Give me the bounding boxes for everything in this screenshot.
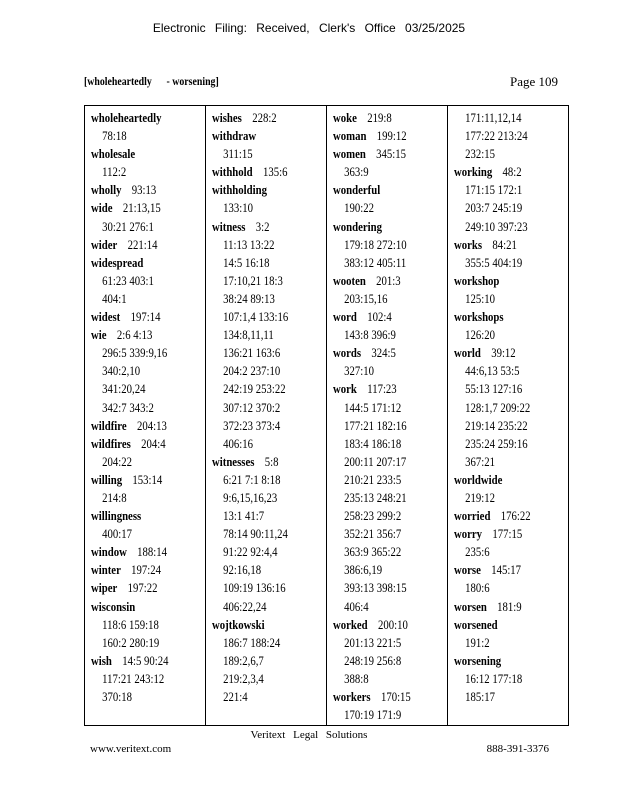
- index-refs: 93:13: [131, 183, 157, 198]
- index-term: worry: [454, 527, 483, 542]
- index-range: [wholeheartedly - worsening]: [84, 74, 219, 88]
- index-term: wie: [91, 328, 107, 343]
- index-entry: [212, 127, 307, 145]
- index-refs-line: 404:1: [102, 291, 127, 306]
- index-refs: 84:21: [492, 237, 517, 252]
- index-term: wildfire: [91, 418, 127, 433]
- index-refs-line: 61:23 403:1: [102, 273, 154, 288]
- index-refs-line: 296:5 339:9,16: [102, 346, 168, 361]
- index-refs-line: 78:14 90:11,24: [223, 527, 288, 542]
- index-term: worsening: [454, 653, 502, 668]
- index-refs-line: 249:10 397:23: [465, 219, 528, 234]
- index-entry: [333, 218, 428, 236]
- index-refs: 135:6: [262, 165, 288, 180]
- index-term: words: [333, 346, 362, 361]
- index-refs-line: 160:2 280:19: [102, 635, 160, 650]
- index-entry: [333, 109, 428, 127]
- index-refs-line: 189:2,6,7: [223, 653, 264, 668]
- index-entry: [454, 525, 549, 543]
- filing-stamp: Electronic Filing: Received, Clerk's Office 03/25/2025: [152, 21, 466, 35]
- index-refs-line: 372:23 373:4: [223, 418, 281, 433]
- index-term: workers: [333, 690, 371, 704]
- footer-website: www.veritext.com: [90, 743, 172, 755]
- index-term: wholeheartedly: [91, 111, 162, 125]
- index-refs-line: 200:11 207:17: [344, 454, 407, 469]
- index-column-3: [327, 106, 448, 725]
- index-term: wondering: [333, 219, 382, 234]
- index-term: worldwide: [454, 472, 503, 487]
- index-refs-line: 370:18: [102, 690, 133, 704]
- index-refs-line: 242:19 253:22: [223, 382, 286, 397]
- index-refs-line: 258:23 299:2: [344, 509, 402, 524]
- index-refs: 197:24: [131, 563, 162, 578]
- index-entry: [454, 308, 549, 326]
- index-refs-line: 92:16,18: [223, 563, 262, 578]
- index-entry: [91, 199, 186, 217]
- index-refs-line: 311:15: [223, 147, 253, 162]
- index-entry: [91, 181, 186, 199]
- index-entry: [454, 236, 549, 254]
- index-refs-line: 44:6,13 53:5: [465, 364, 520, 379]
- index-refs-line: 143:8 396:9: [344, 328, 396, 343]
- index-term: wide: [91, 201, 113, 216]
- index-term: wildfires: [91, 436, 131, 451]
- index-refs-line: 78:18: [102, 129, 127, 144]
- index-refs: 3:2: [255, 219, 270, 234]
- index-refs: 201:3: [376, 273, 401, 288]
- index-term: withdraw: [212, 129, 257, 144]
- index-entry: [91, 145, 186, 163]
- index-refs-line: 342:7 343:2: [102, 400, 154, 415]
- index-entry: [333, 688, 428, 706]
- index-refs-line: 14:5 16:18: [223, 255, 270, 270]
- index-refs-line: 235:24 259:16: [465, 436, 528, 451]
- index-column-4: [448, 106, 568, 725]
- index-refs-line: 388:8: [344, 671, 369, 686]
- index-refs-line: 125:10: [465, 291, 496, 306]
- index-term: witnesses: [212, 454, 255, 469]
- index-refs-line: 186:7 188:24: [223, 635, 281, 650]
- index-term: widespread: [91, 255, 144, 270]
- index-entry: [333, 616, 428, 634]
- index-refs: 170:15: [380, 690, 411, 704]
- index-refs-line: 17:10,21 18:3: [223, 273, 283, 288]
- index-entry: [91, 254, 186, 272]
- index-term: window: [91, 545, 127, 560]
- index-refs: 21:13,15: [122, 201, 161, 216]
- index-refs-line: 235:6: [465, 545, 490, 560]
- index-refs: 204:13: [136, 418, 167, 433]
- index-refs: 2:6 4:13: [116, 328, 153, 343]
- index-refs-line: 201:13 221:5: [344, 635, 402, 650]
- index-refs-line: 13:1 41:7: [223, 509, 265, 524]
- index-entry: [91, 308, 186, 326]
- index-refs: 181:9: [497, 599, 522, 614]
- index-refs: 197:22: [127, 581, 158, 596]
- index-entry: [212, 453, 307, 471]
- index-entry: [454, 163, 549, 181]
- index-term: woman: [333, 129, 367, 144]
- index-term: wojtkowski: [212, 617, 265, 632]
- index-refs: 188:14: [137, 545, 168, 560]
- index-refs-line: 170:19 171:9: [344, 708, 402, 723]
- index-refs-line: 203:7 245:19: [465, 201, 523, 216]
- index-entry: [91, 561, 186, 579]
- index-refs: 14:5 90:24: [122, 653, 169, 668]
- index-refs: 219:8: [367, 111, 392, 125]
- index-refs-line: 117:21 243:12: [102, 671, 165, 686]
- index-refs-line: 177:21 182:16: [344, 418, 407, 433]
- index-refs-line: 214:8: [102, 490, 127, 505]
- index-entry: [91, 236, 186, 254]
- index-refs-line: 341:20,24: [102, 382, 146, 397]
- index-refs-line: 204:2 237:10: [223, 364, 281, 379]
- index-refs: 345:15: [376, 147, 407, 162]
- word-index-table: [84, 105, 569, 726]
- index-entry: [91, 417, 186, 435]
- index-refs-line: 203:15,16: [344, 291, 388, 306]
- index-term: witness: [212, 219, 246, 234]
- index-refs-line: 134:8,11,11: [223, 328, 274, 343]
- index-entry: [454, 344, 549, 362]
- index-term: worsen: [454, 599, 487, 614]
- index-term: word: [333, 310, 357, 325]
- index-refs-line: 406:22,24: [223, 599, 267, 614]
- index-refs-line: 16:12 177:18: [465, 671, 523, 686]
- index-entry: [333, 127, 428, 145]
- index-refs-line: 219:12: [465, 490, 496, 505]
- index-term: wishes: [212, 111, 242, 125]
- footer-phone: 888-391-3376: [486, 743, 549, 755]
- index-refs-line: 9:6,15,16,23: [223, 490, 278, 505]
- index-entry: [454, 471, 549, 489]
- index-refs-line: 386:6,19: [344, 563, 383, 578]
- index-term: willing: [91, 472, 123, 487]
- index-refs-line: 327:10: [344, 364, 375, 379]
- index-refs-line: 307:12 370:2: [223, 400, 281, 415]
- index-refs-line: 393:13 398:15: [344, 581, 407, 596]
- index-refs-line: 171:11,12,14: [465, 111, 522, 125]
- index-entry: [212, 218, 307, 236]
- index-term: wonderful: [333, 183, 381, 198]
- index-entry: [91, 652, 186, 670]
- index-refs-line: 136:21 163:6: [223, 346, 281, 361]
- index-term: world: [454, 346, 481, 361]
- index-refs-line: 55:13 127:16: [465, 382, 523, 397]
- index-refs-line: 248:19 256:8: [344, 653, 402, 668]
- index-refs-line: 191:2: [465, 635, 490, 650]
- index-refs-line: 118:6 159:18: [102, 617, 159, 632]
- index-term: wider: [91, 237, 118, 252]
- page-number: Page 109: [509, 74, 558, 89]
- footer-company: Veritext Legal Solutions: [250, 729, 368, 741]
- index-term: wholesale: [91, 147, 136, 162]
- index-refs-line: 112:2: [102, 165, 127, 180]
- index-refs-line: 128:1,7 209:22: [465, 400, 531, 415]
- index-refs: 145:17: [491, 563, 522, 578]
- index-refs-line: 91:22 92:4,4: [223, 545, 278, 560]
- index-entry: [91, 435, 186, 453]
- index-refs-line: 6:21 7:1 8:18: [223, 472, 281, 487]
- index-refs-line: 11:13 13:22: [223, 237, 275, 252]
- index-term: worked: [333, 617, 368, 632]
- index-entry: [333, 308, 428, 326]
- index-refs: 199:12: [376, 129, 407, 144]
- index-refs-line: 133:10: [223, 201, 254, 216]
- index-entry: [454, 272, 549, 290]
- index-refs-line: 235:13 248:21: [344, 490, 407, 505]
- index-refs-line: 219:2,3,4: [223, 671, 264, 686]
- index-term: wish: [91, 653, 112, 668]
- index-refs: 5:8: [264, 454, 279, 469]
- index-term: willingness: [91, 509, 142, 524]
- index-refs-line: 363:9: [344, 165, 369, 180]
- index-term: workshops: [454, 310, 504, 325]
- index-refs: 177:15: [492, 527, 523, 542]
- index-entry: [91, 598, 186, 616]
- index-entry: [454, 598, 549, 616]
- index-entry: [91, 109, 186, 127]
- index-term: worse: [454, 563, 481, 578]
- index-term: wooten: [333, 273, 366, 288]
- index-entry: [333, 145, 428, 163]
- index-refs-line: 210:21 233:5: [344, 472, 402, 487]
- index-entry: [454, 616, 549, 634]
- index-refs-line: 204:22: [102, 454, 133, 469]
- index-refs-line: 107:1,4 133:16: [223, 310, 289, 325]
- index-term: winter: [91, 563, 121, 578]
- index-entry: [212, 163, 307, 181]
- index-refs: 197:14: [130, 310, 161, 325]
- index-refs: 324:5: [371, 346, 396, 361]
- index-entry: [333, 380, 428, 398]
- index-term: wisconsin: [91, 599, 136, 614]
- index-refs-line: 400:17: [102, 527, 133, 542]
- index-term: working: [454, 165, 493, 180]
- index-refs-line: 30:21 276:1: [102, 219, 154, 234]
- index-refs-line: 363:9 365:22: [344, 545, 402, 560]
- index-entry: [91, 543, 186, 561]
- index-term: women: [333, 147, 366, 162]
- index-refs-line: 367:21: [465, 454, 496, 469]
- index-column-1: [85, 106, 206, 725]
- index-refs: 153:14: [132, 472, 163, 487]
- index-refs-line: 183:4 186:18: [344, 436, 402, 451]
- index-term: wiper: [91, 581, 118, 596]
- index-refs-line: 340:2,10: [102, 364, 141, 379]
- index-entry: [91, 471, 186, 489]
- index-refs-line: 383:12 405:11: [344, 255, 407, 270]
- index-refs-line: 171:15 172:1: [465, 183, 523, 198]
- index-term: worsened: [454, 617, 498, 632]
- index-entry: [212, 616, 307, 634]
- index-term: withholding: [212, 183, 267, 198]
- index-refs-line: 38:24 89:13: [223, 291, 275, 306]
- index-refs-line: 232:15: [465, 147, 496, 162]
- index-refs-line: 179:18 272:10: [344, 237, 407, 252]
- index-entry: [333, 181, 428, 199]
- index-entry: [454, 507, 549, 525]
- index-refs-line: 219:14 235:22: [465, 418, 528, 433]
- index-refs-line: 406:4: [344, 599, 369, 614]
- index-refs: 204:4: [141, 436, 166, 451]
- index-refs: 48:2: [502, 165, 522, 180]
- index-term: works: [454, 237, 483, 252]
- index-entry: [333, 344, 428, 362]
- index-term: worried: [454, 509, 491, 524]
- index-column-2: [206, 106, 327, 725]
- index-term: widest: [91, 310, 121, 325]
- index-entry: [454, 652, 549, 670]
- index-entry: [212, 181, 307, 199]
- index-refs-line: 190:22: [344, 201, 375, 216]
- index-entry: [91, 579, 186, 597]
- index-refs-line: 177:22 213:24: [465, 129, 528, 144]
- index-term: withhold: [212, 165, 253, 180]
- index-refs-line: 355:5 404:19: [465, 255, 523, 270]
- index-term: wholly: [91, 183, 122, 198]
- index-refs-line: 406:16: [223, 436, 254, 451]
- index-refs-line: 109:19 136:16: [223, 581, 286, 596]
- index-entry: [212, 109, 307, 127]
- index-entry: [333, 272, 428, 290]
- index-refs: 39:12: [491, 346, 516, 361]
- index-refs-line: 144:5 171:12: [344, 400, 402, 415]
- index-term: work: [333, 382, 357, 397]
- index-refs-line: 185:17: [465, 690, 496, 704]
- index-refs-line: 352:21 356:7: [344, 527, 402, 542]
- index-refs-line: 126:20: [465, 328, 496, 343]
- index-refs: 221:14: [127, 237, 158, 252]
- index-refs-line: 221:4: [223, 690, 248, 704]
- index-refs-line: 180:6: [465, 581, 490, 596]
- index-term: woke: [333, 111, 357, 125]
- index-term: workshop: [454, 273, 500, 288]
- index-refs: 228:2: [252, 111, 277, 125]
- index-entry: [91, 326, 186, 344]
- index-refs: 176:22: [500, 509, 531, 524]
- index-refs: 200:10: [377, 617, 408, 632]
- index-refs: 117:23: [367, 382, 397, 397]
- index-entry: [91, 507, 186, 525]
- index-refs: 102:4: [367, 310, 392, 325]
- index-entry: [454, 561, 549, 579]
